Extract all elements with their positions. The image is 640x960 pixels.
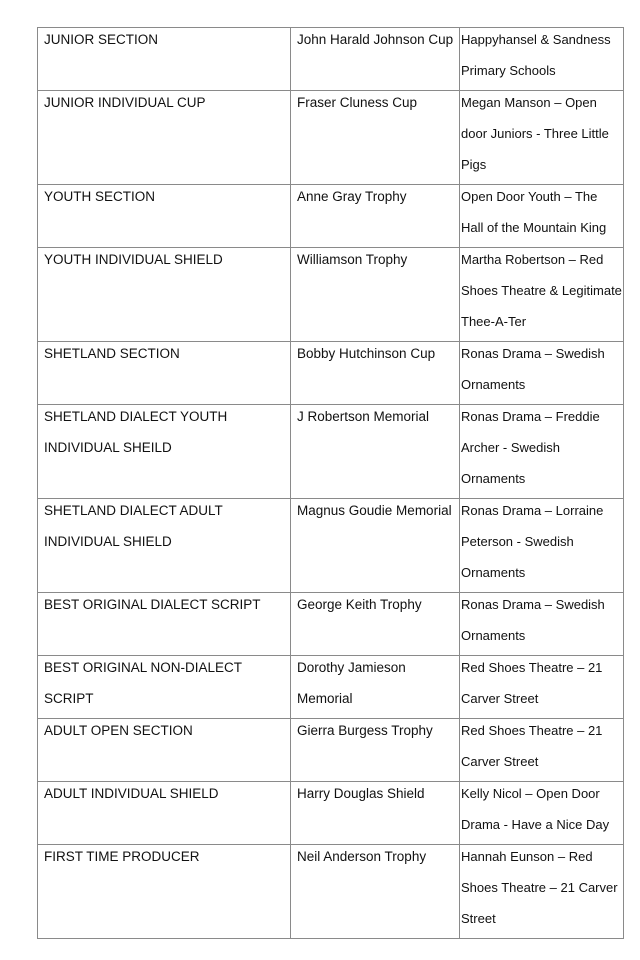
- winner-cell-text: Ronas Drama – Swedish Ornaments: [461, 597, 605, 643]
- category-cell: [38, 719, 291, 782]
- winner-cell-text: Happyhansel & Sandness Primary Schools: [461, 32, 611, 78]
- award-cell: [291, 28, 460, 91]
- awards-table: [37, 27, 624, 939]
- table-row: [38, 499, 624, 593]
- award-cell-text: Williamson Trophy: [297, 252, 408, 267]
- table-row: [38, 656, 624, 719]
- winner-cell: [460, 782, 624, 845]
- award-cell-text: Magnus Goudie Memorial: [297, 503, 452, 518]
- table-row: [38, 91, 624, 185]
- category-cell: [38, 342, 291, 405]
- category-cell: [38, 185, 291, 248]
- award-cell-text: Fraser Cluness Cup: [297, 95, 418, 110]
- award-cell-text: Neil Anderson Trophy: [297, 849, 427, 864]
- category-cell-text: JUNIOR SECTION: [44, 32, 159, 47]
- category-cell-text: ADULT INDIVIDUAL SHIELD: [44, 786, 219, 801]
- awards-table-body: [38, 28, 624, 939]
- award-cell-text: Harry Douglas Shield: [297, 786, 425, 801]
- winner-cell: [460, 593, 624, 656]
- category-cell-text: FIRST TIME PRODUCER: [44, 849, 200, 864]
- category-cell: [38, 845, 291, 939]
- winner-cell-text: Red Shoes Theatre – 21 Carver Street: [461, 660, 603, 706]
- table-row: [38, 782, 624, 845]
- winner-cell-text: Ronas Drama – Swedish Ornaments: [461, 346, 605, 392]
- award-cell: [291, 656, 460, 719]
- winner-cell: [460, 405, 624, 499]
- award-cell-text: Bobby Hutchinson Cup: [297, 346, 436, 361]
- category-cell: [38, 28, 291, 91]
- winner-cell: [460, 248, 624, 342]
- award-cell-text: John Harald Johnson Cup: [297, 32, 454, 47]
- award-cell: [291, 248, 460, 342]
- table-row: [38, 248, 624, 342]
- winner-cell-text: Ronas Drama – Freddie Archer - Swedish Ornaments: [461, 409, 600, 486]
- category-cell-text: ADULT OPEN SECTION: [44, 723, 193, 738]
- winner-cell-text: Hannah Eunson – Red Shoes Theatre – 21 Carver Street: [461, 849, 618, 926]
- winner-cell: [460, 28, 624, 91]
- award-cell-text: Gierra Burgess Trophy: [297, 723, 433, 738]
- winner-cell-text: Red Shoes Theatre – 21 Carver Street: [461, 723, 603, 769]
- category-cell-text: YOUTH INDIVIDUAL SHIELD: [44, 252, 223, 267]
- winner-cell: [460, 656, 624, 719]
- award-cell: [291, 499, 460, 593]
- category-cell-text: SHETLAND DIALECT ADULT INDIVIDUAL SHIELD: [44, 503, 223, 549]
- winner-cell-text: Martha Robertson – Red Shoes Theatre & Legitimate Thee-A-Ter: [461, 252, 622, 329]
- table-row: [38, 185, 624, 248]
- winner-cell: [460, 91, 624, 185]
- category-cell-text: BEST ORIGINAL DIALECT SCRIPT: [44, 597, 261, 612]
- category-cell: [38, 499, 291, 593]
- award-cell: [291, 593, 460, 656]
- award-cell: [291, 782, 460, 845]
- winner-cell: [460, 185, 624, 248]
- award-cell: [291, 845, 460, 939]
- category-cell: [38, 248, 291, 342]
- table-row: [38, 342, 624, 405]
- category-cell-text: SHETLAND DIALECT YOUTH INDIVIDUAL SHEILD: [44, 409, 228, 455]
- winner-cell: [460, 719, 624, 782]
- category-cell-text: BEST ORIGINAL NON-DIALECT SCRIPT: [44, 660, 242, 706]
- category-cell: [38, 405, 291, 499]
- award-cell: [291, 185, 460, 248]
- category-cell-text: YOUTH SECTION: [44, 189, 156, 204]
- award-cell-text: J Robertson Memorial: [297, 409, 430, 424]
- category-cell-text: JUNIOR INDIVIDUAL CUP: [44, 95, 206, 110]
- category-cell: [38, 656, 291, 719]
- winner-cell: [460, 499, 624, 593]
- award-cell-text: George Keith Trophy: [297, 597, 422, 612]
- table-row: [38, 845, 624, 939]
- table-row: [38, 719, 624, 782]
- category-cell: [38, 782, 291, 845]
- winner-cell: [460, 342, 624, 405]
- award-cell: [291, 405, 460, 499]
- award-cell-text: Anne Gray Trophy: [297, 189, 407, 204]
- winner-cell-text: Open Door Youth – The Hall of the Mountain King: [461, 189, 607, 235]
- winner-cell: [460, 845, 624, 939]
- winner-cell-text: Ronas Drama – Lorraine Peterson - Swedish Ornaments: [461, 503, 604, 580]
- winner-cell-text: Megan Manson – Open door Juniors - Three Little Pigs: [461, 95, 609, 172]
- winner-cell-text: Kelly Nicol – Open Door Drama - Have a Nice Day: [461, 786, 610, 832]
- category-cell-text: SHETLAND SECTION: [44, 346, 180, 361]
- award-cell: [291, 342, 460, 405]
- award-cell: [291, 91, 460, 185]
- table-row: [38, 593, 624, 656]
- table-row: [38, 405, 624, 499]
- award-cell-text: Dorothy Jamieson Memorial: [297, 660, 406, 706]
- award-cell: [291, 719, 460, 782]
- category-cell: [38, 91, 291, 185]
- table-row: [38, 28, 624, 91]
- category-cell: [38, 593, 291, 656]
